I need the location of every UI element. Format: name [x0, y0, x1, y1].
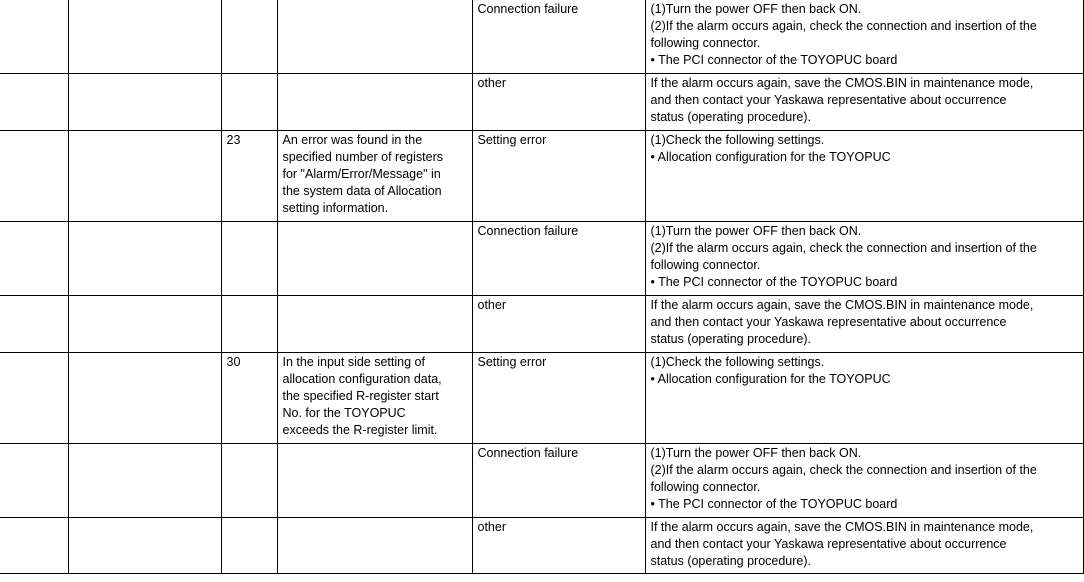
remedy-line: • The PCI connector of the TOYOPUC board	[650, 496, 898, 511]
code-cell	[221, 295, 277, 352]
remedy-cell	[645, 130, 1083, 221]
sub-code-cell	[68, 443, 221, 517]
remedy-line: (1)Check the following settings.	[650, 354, 825, 369]
table-row	[0, 221, 1083, 295]
remedy-line: • Allocation configuration for the TOYOPUC	[650, 371, 891, 386]
remedy-line: and then contact your Yaskawa representative about occurrence	[650, 92, 1007, 107]
sub-code-cell	[68, 352, 221, 443]
remedy-cell	[645, 73, 1083, 130]
remedy-line: (2)If the alarm occurs again, check the connection and insertion of the	[650, 240, 1037, 255]
code-cell	[221, 0, 277, 73]
description-cell	[277, 221, 472, 295]
remedy-line: If the alarm occurs again, save the CMOS.BIN in maintenance mode,	[650, 519, 1034, 534]
description-line: An error was found in the	[282, 132, 423, 147]
sub-code-cell	[68, 221, 221, 295]
description-cell	[277, 73, 472, 130]
remedy-line: • The PCI connector of the TOYOPUC board	[650, 53, 898, 67]
code-cell	[221, 221, 277, 295]
cause-cell	[472, 0, 645, 73]
alarm-number-cell	[0, 352, 68, 443]
remedy-line: following connector.	[650, 36, 761, 50]
sub-code-cell	[68, 295, 221, 352]
description-line: the specified R-register start	[282, 388, 439, 403]
cause-text: Setting error	[477, 354, 547, 369]
remedy-cell	[645, 443, 1083, 517]
remedy-line: • The PCI connector of the TOYOPUC board	[650, 274, 898, 289]
cause-text: Setting error	[477, 132, 547, 147]
cause-cell	[472, 352, 645, 443]
code-cell	[221, 517, 277, 573]
description-cell	[277, 517, 472, 573]
alarm-number-cell	[0, 295, 68, 352]
remedy-line: • Allocation configuration for the TOYOPUC	[650, 149, 891, 164]
remedy-line: and then contact your Yaskawa representative about occurrence	[650, 314, 1007, 329]
description-line: No. for the TOYOPUC	[282, 405, 406, 420]
remedy-line: status (operating procedure).	[650, 109, 812, 124]
table-row	[0, 130, 1083, 221]
table-row	[0, 295, 1083, 352]
code-text: 30	[226, 354, 241, 369]
alarm-number-cell	[0, 443, 68, 517]
description-cell	[277, 352, 472, 443]
sub-code-cell	[68, 130, 221, 221]
description-line: the system data of Allocation	[282, 183, 442, 198]
sub-code-cell	[68, 0, 221, 73]
remedy-line: If the alarm occurs again, save the CMOS.BIN in maintenance mode,	[650, 75, 1034, 90]
table-row	[0, 73, 1083, 130]
table-row	[0, 443, 1083, 517]
description-cell	[277, 0, 472, 73]
description-line: for "Alarm/Error/Message" in	[282, 166, 441, 181]
sub-code-cell	[68, 73, 221, 130]
table-row	[0, 517, 1083, 573]
description-cell	[277, 443, 472, 517]
remedy-line: (1)Turn the power OFF then back ON.	[650, 445, 862, 460]
cause-cell	[472, 295, 645, 352]
description-line: In the input side setting of	[282, 354, 425, 369]
alarm-number-cell	[0, 73, 68, 130]
cause-cell	[472, 517, 645, 573]
code-text: 23	[226, 132, 241, 147]
code-cell	[221, 130, 277, 221]
remedy-cell	[645, 0, 1083, 73]
remedy-line: following connector.	[650, 479, 761, 494]
remedy-line: If the alarm occurs again, save the CMOS.BIN in maintenance mode,	[650, 297, 1034, 312]
remedy-cell	[645, 295, 1083, 352]
remedy-line: (1)Turn the power OFF then back ON.	[650, 223, 862, 238]
alarm-number-cell	[0, 517, 68, 573]
description-cell	[277, 295, 472, 352]
cause-cell	[472, 73, 645, 130]
cause-text: Connection failure	[477, 445, 579, 460]
cause-cell	[472, 443, 645, 517]
table-row	[0, 352, 1083, 443]
alarm-number-cell	[0, 0, 68, 73]
description-cell	[277, 130, 472, 221]
remedy-line: (2)If the alarm occurs again, check the connection and insertion of the	[650, 19, 1037, 33]
code-cell	[221, 352, 277, 443]
description-line: allocation configuration data,	[282, 371, 442, 386]
cause-cell	[472, 130, 645, 221]
code-cell	[221, 73, 277, 130]
sub-code-cell	[68, 517, 221, 573]
code-cell	[221, 443, 277, 517]
description-line: setting information.	[282, 200, 389, 215]
cause-text: Connection failure	[477, 223, 579, 238]
remedy-cell	[645, 221, 1083, 295]
cause-text: other	[477, 75, 506, 90]
remedy-line: status (operating procedure).	[650, 553, 812, 568]
remedy-line: status (operating procedure).	[650, 331, 812, 346]
remedy-line: (1)Check the following settings.	[650, 132, 825, 147]
remedy-cell	[645, 517, 1083, 573]
alarm-number-cell	[0, 221, 68, 295]
cause-cell	[472, 221, 645, 295]
cause-text: other	[477, 297, 506, 312]
alarm-number-cell	[0, 130, 68, 221]
description-line: exceeds the R-register limit.	[282, 422, 438, 437]
cause-text: Connection failure	[477, 2, 579, 16]
remedy-cell	[645, 352, 1083, 443]
remedy-line: (1)Turn the power OFF then back ON.	[650, 2, 862, 16]
description-line: specified number of registers	[282, 149, 443, 164]
remedy-line: following connector.	[650, 257, 761, 272]
cause-text: other	[477, 519, 506, 534]
table-row	[0, 0, 1083, 73]
remedy-line: (2)If the alarm occurs again, check the connection and insertion of the	[650, 462, 1037, 477]
remedy-line: and then contact your Yaskawa representative about occurrence	[650, 536, 1007, 551]
